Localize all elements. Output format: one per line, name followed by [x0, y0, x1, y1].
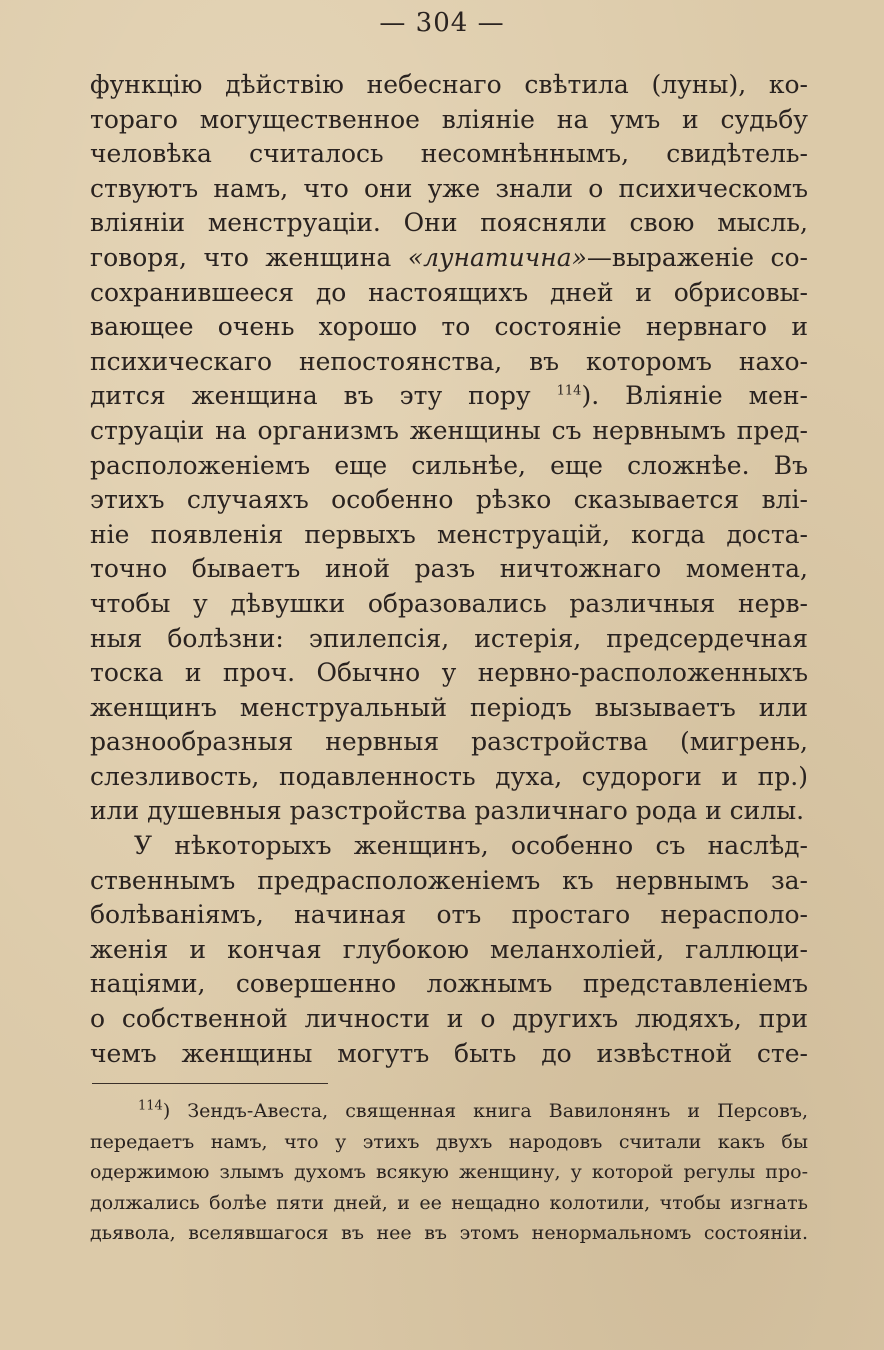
text-line: женія и кончая глубокою меланхоліей, галлюци- [90, 934, 808, 964]
text-line: вающее очень хорошо то состояніе нервнаго и [90, 312, 808, 342]
text-line: ственнымъ предрасположеніемъ къ нервнымъ за- [90, 865, 808, 895]
text-line: функцію дѣйствію небеснаго свѣтила (луны), ко- [90, 70, 808, 99]
footnote-line: передаетъ намъ, что у этихъ двухъ народовъ считали какъ бы [90, 1130, 808, 1153]
footnote-reference: 114 [556, 384, 582, 400]
paragraph-start-line: У нѣкоторыхъ женщинъ, особенно съ наслѣд- [134, 831, 808, 861]
text-line: о собственной личности и о другихъ людяхъ, при [90, 1004, 808, 1034]
footnote-divider [92, 1083, 328, 1084]
text-segment: ) Зендъ-Авеста, священная книга Вавилонянъ и Персовъ, [162, 1100, 808, 1122]
text-line: женщинъ менструальный періодъ вызываетъ или [90, 692, 808, 722]
text-line: слезливость, подавленность духа, судороги и пр.) [90, 761, 808, 791]
text-line: націями, совершенно ложнымъ представленіемъ [90, 969, 808, 999]
text-line: ныя болѣзни: эпилепсія, истерія, предсердечная [90, 623, 808, 653]
text-line: ствуютъ намъ, что они уже знали о психическомъ [90, 173, 808, 203]
footnote [90, 1096, 808, 1249]
text-segment: говоря, что женщина [90, 242, 392, 272]
text-segment: ). Вліяніе мен- [581, 381, 808, 411]
text-line [90, 241, 808, 276]
text-line: психическаго непостоянства, въ которомъ нахо- [90, 346, 808, 376]
text-line: расположеніемъ еще сильнѣе, еще сложнѣе. Въ [90, 450, 808, 480]
main-text [90, 68, 808, 1071]
text-line: чемъ женщины могутъ быть до извѣстной сте- [90, 1038, 808, 1068]
footnote-line: одержимою злымъ духомъ всякую женщину, у которой регулы про- [90, 1161, 808, 1183]
text-line: тораго могущественное вліяніе на умъ и судьбу [90, 104, 808, 134]
text-line: этихъ случаяхъ особенно рѣзко сказывается влі- [90, 485, 808, 515]
text-line: ніе появленія первыхъ менструацій, когда доста- [90, 519, 808, 549]
text-line: вліяніи менструаціи. Они поясняли свою мысль, [90, 208, 808, 238]
footnote-marker: 114 [138, 1098, 163, 1114]
footnote-line: должались болѣе пяти дней, и ее нещадно колотили, чтобы изгнать [90, 1191, 808, 1214]
text-line: человѣка считалось несомнѣннымъ, свидѣтель- [90, 139, 808, 169]
text-line: болѣваніямъ, начиная отъ простаго нерасполо- [90, 900, 808, 930]
text-line: точно бываетъ иной разъ ничтожнаго момента, [90, 554, 808, 584]
text-segment: —выраженіе со- [586, 242, 808, 272]
text-line: или душевныя разстройства различнаго рода и силы. [90, 796, 805, 826]
text-line [90, 379, 808, 414]
text-line: разнообразныя нервныя разстройства (мигрень, [90, 727, 808, 757]
footnote-line: дьявола, вселявшагося въ нее въ этомъ ненормальномъ состояніи. [90, 1222, 808, 1244]
text-line: чтобы у дѣвушки образовались различныя нерв- [90, 588, 808, 618]
text-line: сохранившееся до настоящихъ дней и обрисовы- [90, 277, 808, 307]
footnote-line [90, 1096, 808, 1127]
page-number: — 304 — [379, 8, 505, 38]
text-segment: дится женщина въ эту пору [90, 381, 531, 411]
text-line: струаціи на организмъ женщины съ нервнымъ пред- [90, 415, 808, 445]
text-line: тоска и проч. Обычно у нервно-расположенныхъ [90, 658, 808, 688]
italic-term: «лунатична» [407, 242, 587, 272]
